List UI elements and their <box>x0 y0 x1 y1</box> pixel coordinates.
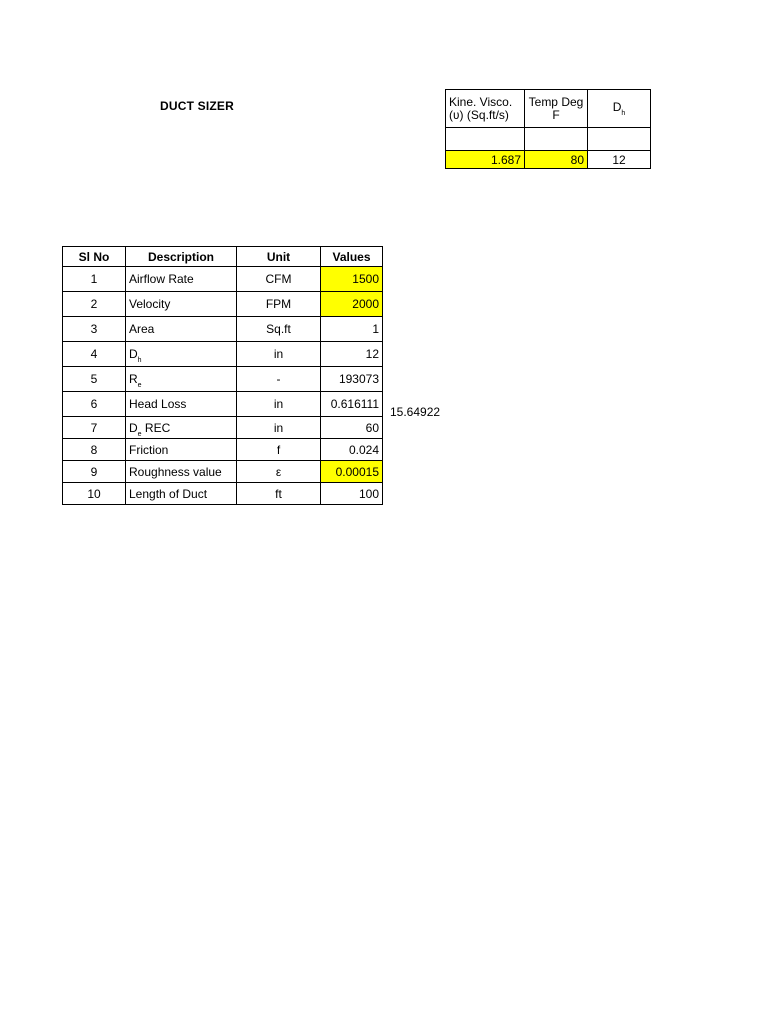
sl-no-cell[interactable]: 4 <box>63 342 126 367</box>
unit-cell[interactable]: in <box>237 342 321 367</box>
table-row <box>63 317 383 342</box>
description-text: Friction <box>129 442 169 457</box>
page-title: DUCT SIZER <box>160 99 234 113</box>
description-cell[interactable] <box>126 342 237 367</box>
description-cell[interactable] <box>126 461 237 483</box>
description-cell[interactable] <box>126 292 237 317</box>
value-cell[interactable]: 0.00015 <box>321 461 383 483</box>
description-cell[interactable] <box>126 267 237 292</box>
value-cell[interactable]: 1500 <box>321 267 383 292</box>
description-cell[interactable] <box>126 317 237 342</box>
description-text: Velocity <box>129 297 171 311</box>
unit-cell[interactable]: in <box>237 417 321 439</box>
kinematic-viscosity-value[interactable]: 1.687 <box>446 151 525 169</box>
table-row <box>63 461 383 483</box>
value-cell[interactable]: 12 <box>321 342 383 367</box>
description-text: D <box>129 420 138 435</box>
value-cell[interactable]: 1 <box>321 317 383 342</box>
sl-no-cell[interactable]: 3 <box>63 317 126 342</box>
sl-no-cell[interactable]: 1 <box>63 267 126 292</box>
value-cell[interactable]: 0.616111 <box>321 392 383 417</box>
unit-cell[interactable]: ε <box>237 461 321 483</box>
dh-header-sub: h <box>621 110 626 117</box>
description-cell[interactable] <box>126 367 237 392</box>
table-row <box>63 367 383 392</box>
table-row <box>63 392 383 417</box>
description-subscript: h <box>137 357 142 364</box>
description-cell[interactable] <box>126 392 237 417</box>
description-text: Area <box>129 322 155 336</box>
unit-cell[interactable]: FPM <box>237 292 321 317</box>
description-text: R <box>129 372 138 386</box>
unit-cell[interactable]: Sq.ft <box>237 317 321 342</box>
sl-no-cell[interactable]: 2 <box>63 292 126 317</box>
table-row <box>63 417 383 439</box>
unit-cell[interactable]: in <box>237 392 321 417</box>
fluid-properties-table <box>445 89 651 169</box>
value-cell[interactable]: 2000 <box>321 292 383 317</box>
unit-cell[interactable]: ft <box>237 483 321 505</box>
values-header[interactable]: Values <box>321 247 383 267</box>
sl-no-header[interactable]: Sl No <box>63 247 126 267</box>
table-row <box>63 439 383 461</box>
description-subscript: e <box>137 430 142 438</box>
sl-no-cell[interactable]: 10 <box>63 483 126 505</box>
blank-cell[interactable] <box>525 128 588 151</box>
table-row <box>63 292 383 317</box>
description-text: Airflow Rate <box>129 272 194 286</box>
sl-no-cell[interactable]: 5 <box>63 367 126 392</box>
temperature-value[interactable]: 80 <box>525 151 588 169</box>
unit-cell[interactable]: CFM <box>237 267 321 292</box>
description-text: Roughness value <box>129 464 222 479</box>
unit-cell[interactable]: - <box>237 367 321 392</box>
description-text: Length of Duct <box>129 486 208 501</box>
value-cell[interactable]: 193073 <box>321 367 383 392</box>
table-row <box>63 267 383 292</box>
description-suffix: REC <box>141 420 171 435</box>
description-text: Head Loss <box>129 397 187 411</box>
table-row <box>63 342 383 367</box>
duct-sizer-table <box>62 246 383 505</box>
value-cell[interactable]: 100 <box>321 483 383 505</box>
sl-no-cell[interactable]: 6 <box>63 392 126 417</box>
description-text: D <box>129 347 138 361</box>
side-value-cell[interactable]: 15.64922 <box>390 405 441 419</box>
hydraulic-diameter-value[interactable]: 12 <box>588 151 651 169</box>
sl-no-cell[interactable]: 7 <box>63 417 126 439</box>
sl-no-cell[interactable]: 9 <box>63 461 126 483</box>
sl-no-cell[interactable]: 8 <box>63 439 126 461</box>
value-cell[interactable]: 60 <box>321 417 383 439</box>
unit-header[interactable]: Unit <box>237 247 321 267</box>
description-cell[interactable] <box>126 483 237 505</box>
dh-header-main: D <box>612 100 622 114</box>
description-subscript: e <box>137 382 142 389</box>
description-cell[interactable] <box>126 417 237 439</box>
description-header[interactable]: Description <box>126 247 237 267</box>
description-cell[interactable] <box>126 439 237 461</box>
temperature-header[interactable]: Temp Deg F <box>525 90 588 128</box>
kinematic-viscosity-header[interactable]: Kine. Visco. (ʋ) (Sq.ft/s) <box>446 90 525 128</box>
blank-cell[interactable] <box>446 128 525 151</box>
value-cell[interactable]: 0.024 <box>321 439 383 461</box>
table-row <box>63 483 383 505</box>
hydraulic-diameter-header[interactable] <box>588 90 651 128</box>
unit-cell[interactable]: f <box>237 439 321 461</box>
blank-cell[interactable] <box>588 128 651 151</box>
